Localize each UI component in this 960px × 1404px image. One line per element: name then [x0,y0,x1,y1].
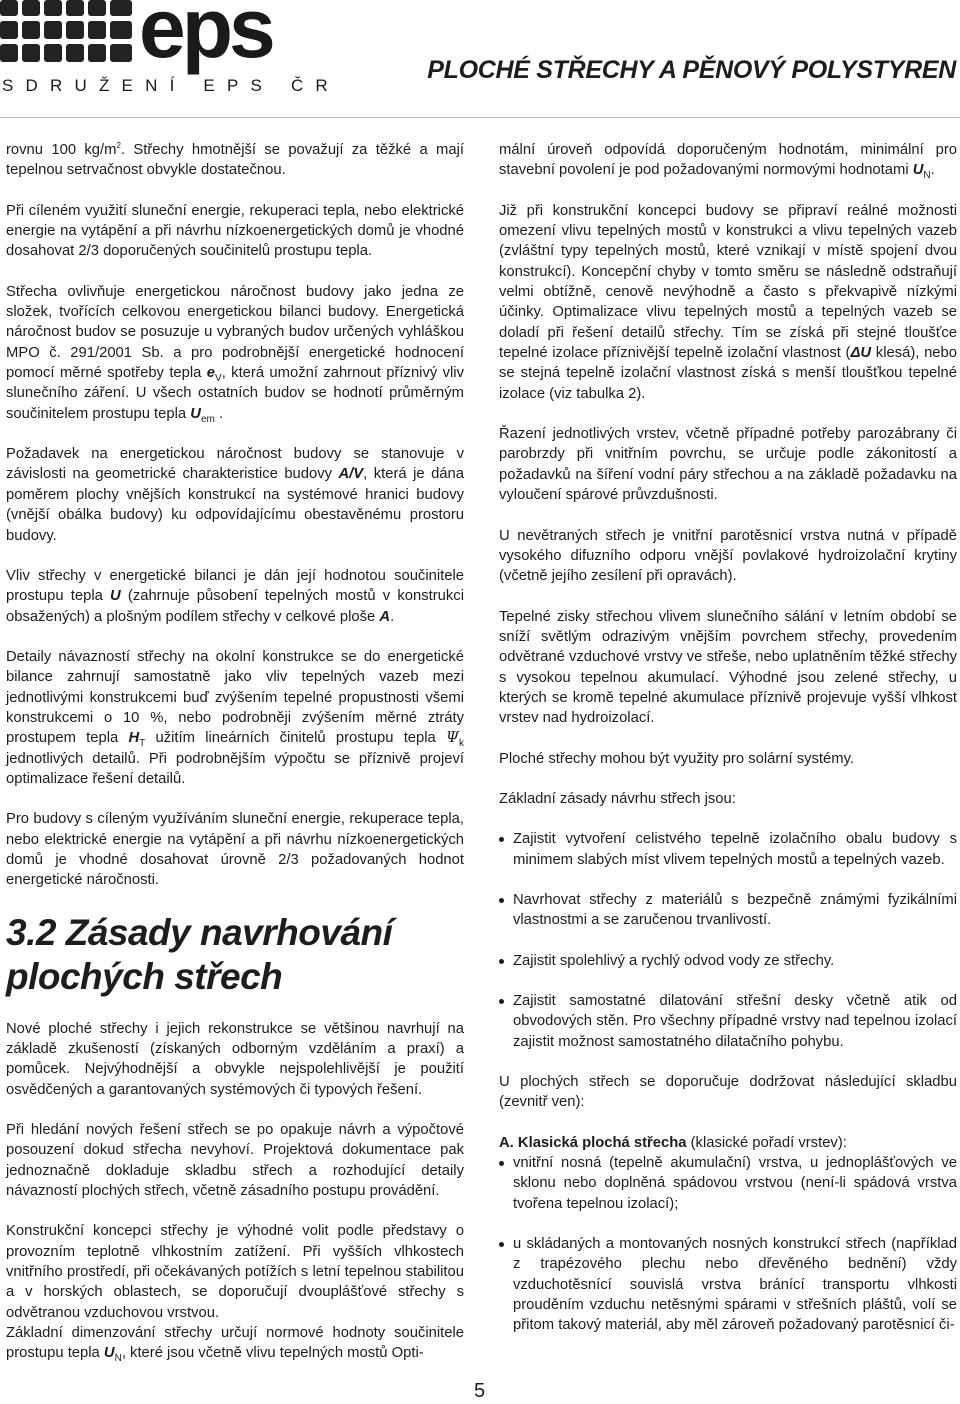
paragraph: U plochých střech se doporučuje dodržovat následující skladbu (zevnitř ven): [499,1074,957,1111]
subsection-title: A. Klasická plochá střecha (klasické pořadí vrstev): [499,1134,847,1151]
page-header [0,0,960,118]
list-item: u skládaných a montovaných nosných konstrukcí střech (například z trapézového plechu nebo dřevěného bednění) vždy vzduchotěsnící souvislá vrstva bránící transportu vlhkosti prouděním vzduchu netěsnými spárami v střešních pláštů, volí se přitom takový materiál, aby měl zároveň požadovaný parotěsnicí či- [499,1234,957,1336]
paragraph: Základní dimenzování střechy určují normové hodnoty součinitele prostupu tepla $U_N$, které jsou včetně vlivu tepelných mostů Opti- [6,1325,464,1365]
paragraph: U nevětraných střech je vnitřní parotěsnicí vrstva nutná v případě vysokého difuzního odporu vnější povlakové hydroizolační krytiny (včetně jejího zesílení při opravách). [499,527,957,585]
paragraph: Střecha ovlivňuje energetickou náročnost budovy jako jedna ze složek, tvořících celkovou energetickou bilanci budovy. Energetická náročnost budov se posuzuje u vybraných budov určených vyhláškou MPO č. 291/2001 Sb. a pro podrobnější energetické hodnocení pomocí měrné spotřeby tepla $e_V$, která umožní zahrnout příznivý vliv slunečního záření. U všech ostatních budov se hodnotí průměrným součinitelem prostupu tepla $U_{em}$ . [6,283,464,425]
logo-subtitle: SDRUŽENÍ EPS ČR [2,76,340,95]
paragraph: Při cíleném využití sluneční energie, rekuperaci tepla, nebo elektrické energie na vytápění a při návrhu nízkoenergetických domů je vhodné dosahovat 2/3 doporučených součinitelů prostupu tepla. [6,202,464,260]
document-title: PLOCHÉ STŘECHY A PĚNOVÝ POLYSTYREN [427,56,956,84]
right-column [499,140,957,1356]
paragraph: rovnu 100 $kg/m^2$. Střechy hmotnější se považují za těžké a mají tepelnou setrvačnost obvykle dostatečnou. [6,141,464,179]
left-column [6,140,464,1384]
bullet-icon [499,959,504,964]
list-item: Zajistit vytvoření celistvého tepelně izolačního obalu budovy s minimem slabých míst vlivem tepelných mostů a tepelných vazeb. [499,829,957,870]
paragraph: Již při konstrukční koncepci budovy se připraví reálné možnosti omezení vlivu tepelných mostů v konstrukci a vlivu tepelných vazeb (zvláštní typy tepelných mostů, které vznikají v místě spojení dvou konstrukcí). Koncepční chyby v tomto směru se následně odstraňují velmi obtížně, cenově nevýhodně a často s překvapivě nízkými účinky. Optimalizace vlivu tepelných mostů a tepelných vazeb se doladí při řešení detailů střechy. Tím se získá při stejné tloušťce tepelné izolace příznivější tepelně izolační vlastnost (ΔU klesá), nebo se stejná tepelně izolační vlastnost získá s menší tloušťkou tepelné izolace (viz tabulka 2). [499,202,957,402]
paragraph: Konstrukční koncepci střechy je výhodné volit podle představy o provozním teplotně vlhkostním zatížení. Při vyšších vlhkostech vnitřního prostředí, při očekávaných potížích s letní tepelnou stabilitou a v horských oblastech, se doporučují dvouplášťové střechy s odvětranou vzduchovou vrstvou. [6,1223,464,1321]
paragraph: Nové ploché střechy i jejich rekonstrukce se většinou navrhují na základě zkušeností (získaných odborným vzděláním a praxí) a pomůcek. Nejvýhodnější a obvykle nejspolehlivější je použití osvědčených a garantovaných systémových či typových řešení. [6,1020,464,1098]
list-item: Navrhovat střechy z materiálů s bezpečně známými fyzikálními vlastnostmi a se zaručenou trvanlivostí. [499,890,957,931]
paragraph: Požadavek na energetickou náročnost budovy se stanovuje v závislosti na geometrické charakteristice budovy A/V, která je dána poměrem plochy vnějších konstrukcí na systémové hranici budovy (vnější obálka budovy) ku odpovídajícímu obestavěnému prostoru budovy. [6,446,464,544]
bullet-icon [499,999,504,1004]
bullet-icon [499,837,504,842]
layers-list [499,1153,957,1336]
list-item: Zajistit spolehlivý a rychlý odvod vody ze střechy. [499,951,957,971]
section-heading: 3.2 Zásady navrhování plochých střech [6,911,393,997]
logo-icon [0,0,135,62]
principles-list [499,829,957,1052]
bullet-icon [499,1161,504,1166]
paragraph: mální úroveň odpovídá doporučeným hodnotám, minimální pro stavební povolení je pod požadovanými normovými hodnotami $U_N$. [499,142,957,182]
paragraph: Při hledání nových řešení střech se po opakuje návrh a výpočtové posouzení dokud střecha nevyhoví. Projektová dokumentace pak jednoznačně dokladuje skladbu střech a rozhodující detaily návazností plochých střech, včetně zásadního postupu provádění. [6,1122,464,1200]
bullet-icon [499,898,504,903]
paragraph: Detaily návazností střechy na okolní konstrukce se do energetické bilance zahrnují samostatně jako vliv tepelných vazeb mezi jednotlivými konstrukcemi buď zvýšením tepelné propustnosti všemi konstrukcemi o 10 %, nebo podrobněji zvýšením měrné ztráty prostupem tepla $H_T$ užitím lineárních činitelů prostupu tepla $\Psi_k$ jednotlivých detailů. Při podrobnějším výpočtu se příznivě projeví optimalizace řešení detailů. [6,648,464,787]
list-item: Zajistit samostatné dilatování střešní desky včetně atik od obvodových stěn. Pro všechny případné vrstvy nad tepelnou izolací zajistit možnost samostatného dilatačního pohybu. [499,991,957,1052]
paragraph: Tepelné zisky střechou vlivem slunečního sálání v letním období se sníží světlým odrazivým vnějším povrchem střechy, provedením odvětrané vzduchové vrstvy ve střeše, nebo uplatněním těžké střechy s vysokou tepelnou akumulací. Výhodné jsou zelené střechy, u kterých se kromě tepelné akumulace příznivě projevuje vyšší vlhkost vrstev nad hydroizolací. [499,608,957,727]
page-number: 5 [474,1380,486,1402]
paragraph: Základní zásady návrhu střech jsou: [499,790,736,807]
paragraph: Ploché střechy mohou být využity pro solární systémy. [499,750,854,767]
header-divider [0,117,960,118]
paragraph: Vliv střechy v energetické bilanci je dán její hodnotou součinitele prostupu tepla U (zahrnuje působení tepelných mostů v konstrukci obsažených) a plošným podílem střechy v celkové ploše A. [6,567,464,625]
list-item: vnitřní nosná (tepelně akumulační) vrstva, u jednoplášťových ve sklonu nebo doplněná spádovou vrstvou (není-li spádová vrstva tvořena tepelnou izolací); [499,1153,957,1214]
paragraph: Pro budovy s cíleným využíváním sluneční energie, rekuperace tepla, nebo elektrické energie na vytápění a při návrhu nízkoenergetických domů je vhodné dosahovat úrovně 2/3 požadovaných hodnot energetické náročnosti. [6,811,464,889]
bullet-icon [499,1242,504,1247]
logo-wordmark: eps [139,0,272,75]
paragraph: Řazení jednotlivých vrstev, včetně případné potřeby parozábrany či parobrzdy při vnitřním povrchu, se určuje podle zákonitostí a požadavků na šíření vodní páry střechou a na základě požadavku na vyloučení spárové průvzdušnosti. [499,426,957,504]
